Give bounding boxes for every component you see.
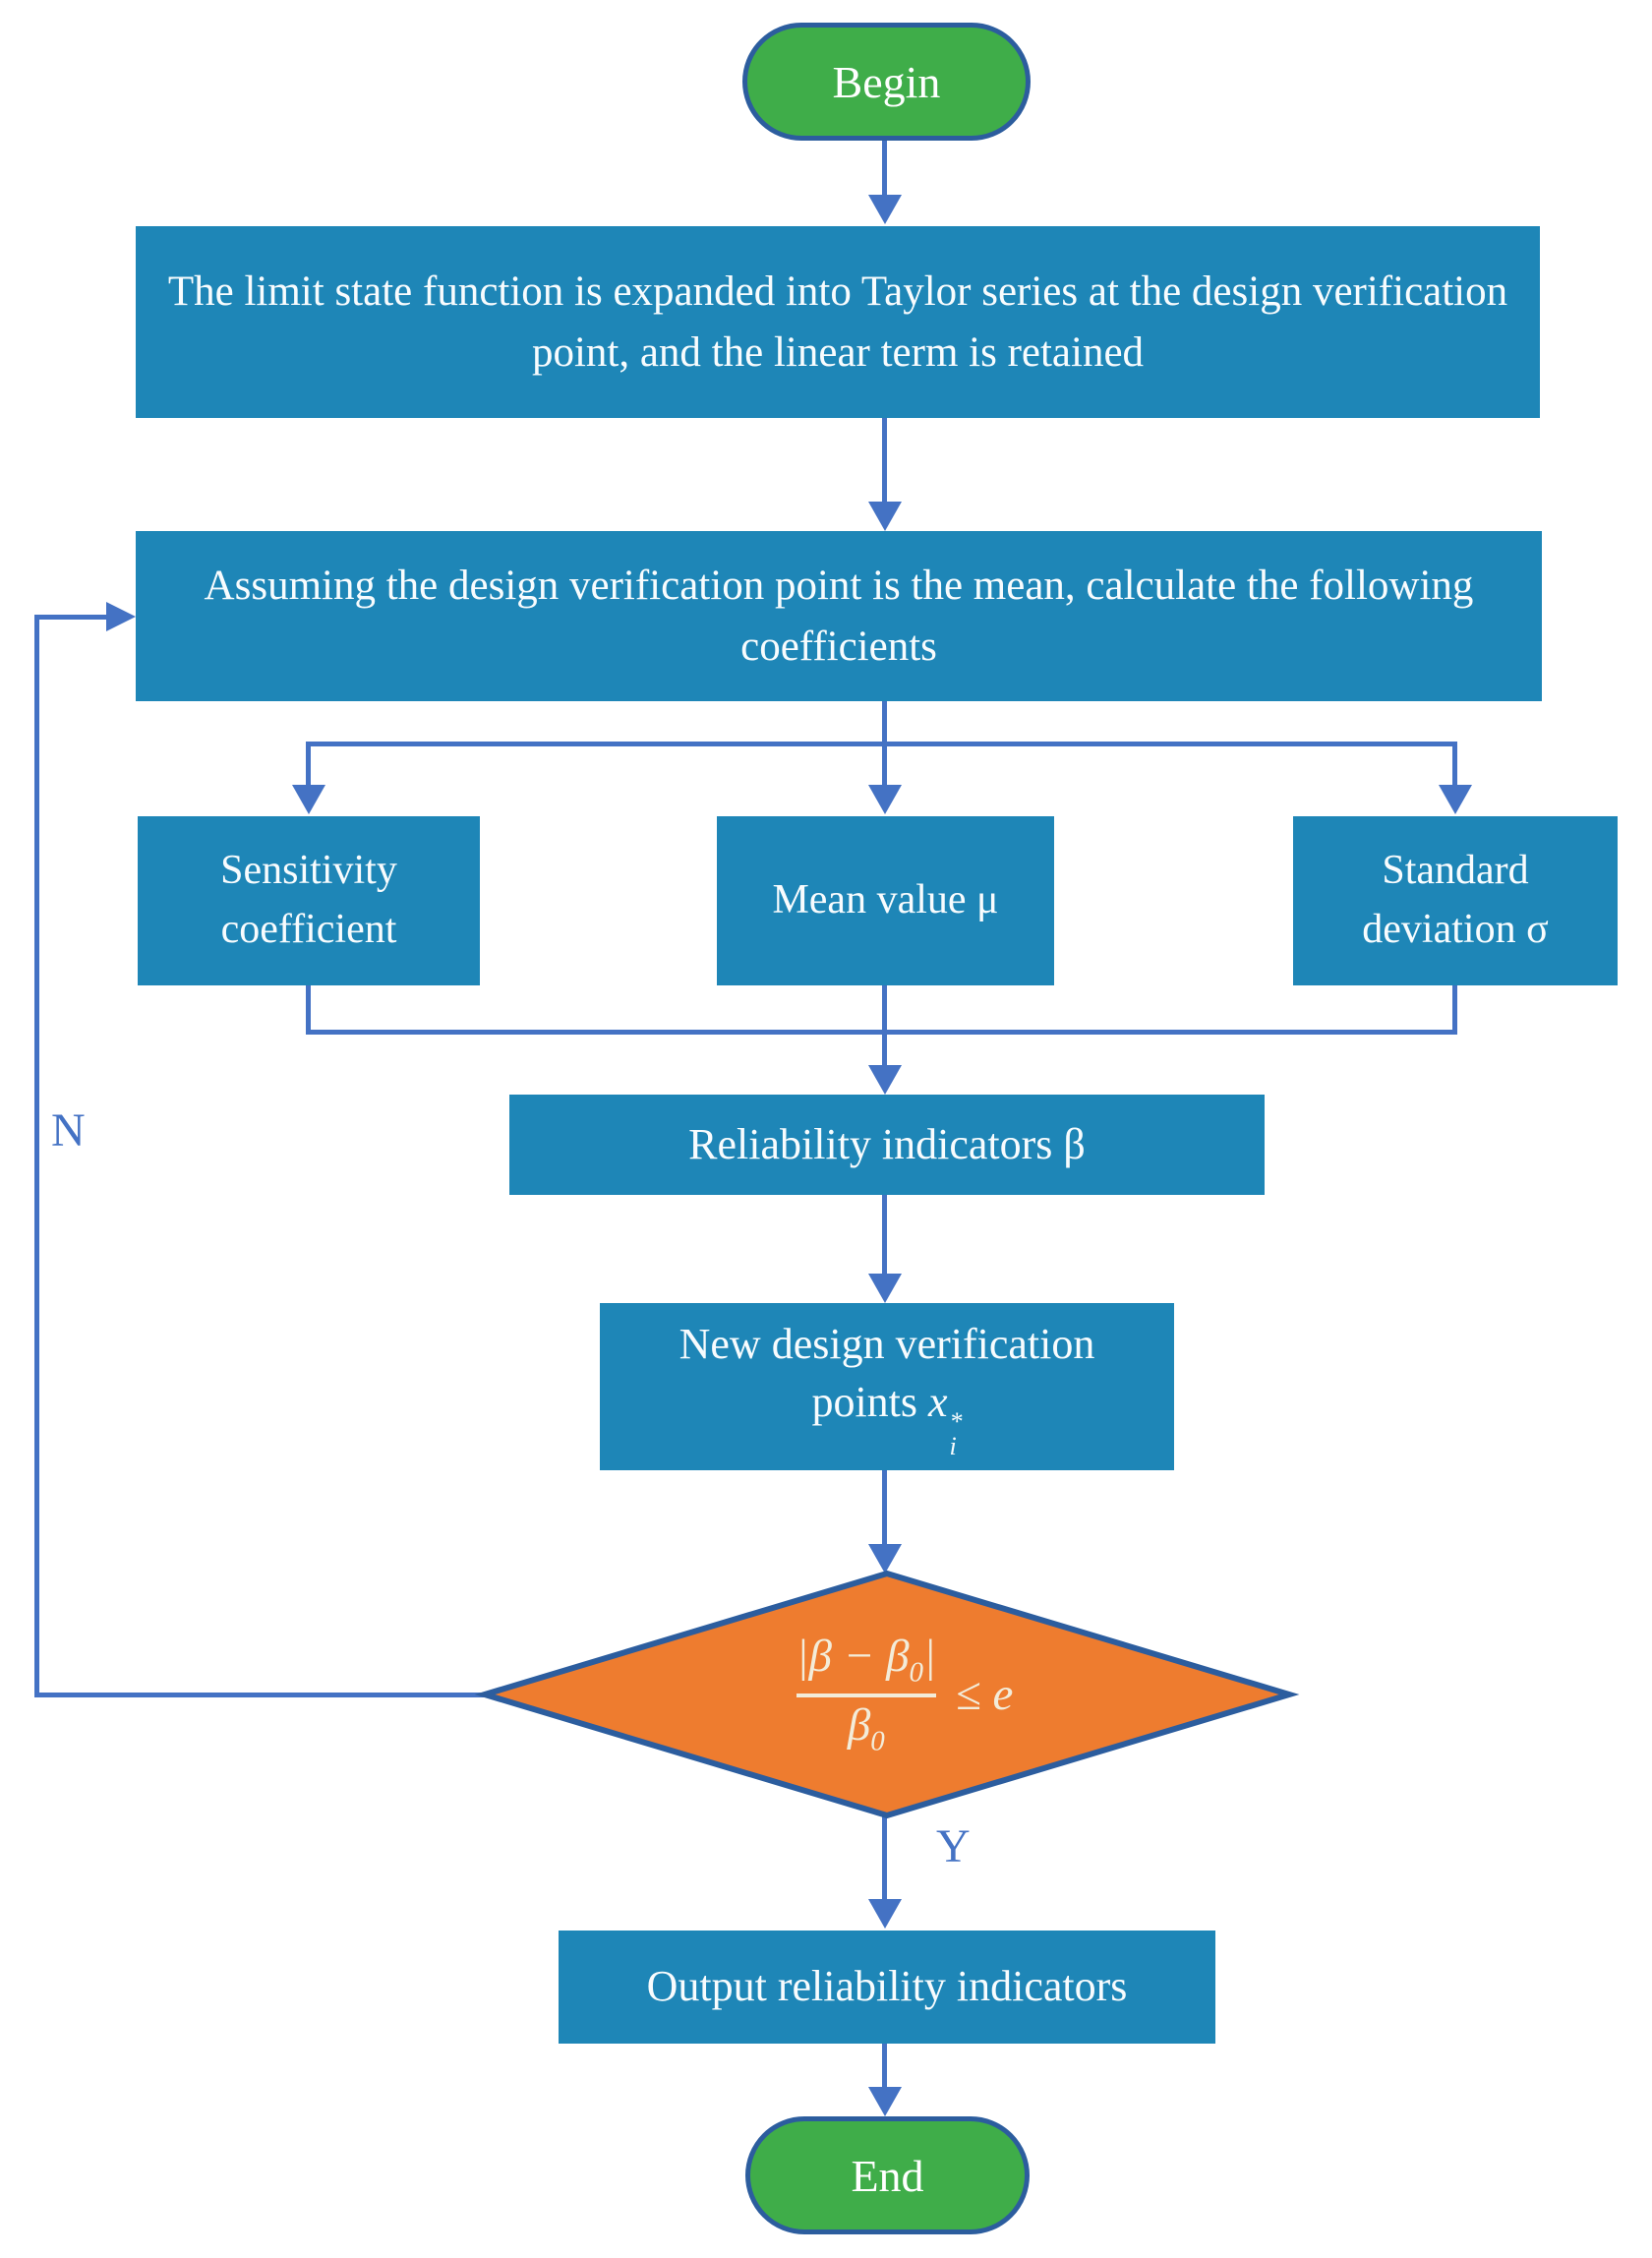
process-reliability-indicators-text: Reliability indicators β	[688, 1119, 1086, 1168]
arrowhead-beta	[868, 1065, 902, 1095]
fraction-bar	[796, 1694, 936, 1697]
new-design-points-line2	[811, 1373, 962, 1458]
loop-vertical-segment	[34, 615, 39, 1697]
variable-subscript: i	[949, 1431, 957, 1460]
begin-label: Begin	[832, 56, 941, 107]
edge-label-yes: Y	[936, 1820, 971, 1872]
connector-assume-split	[882, 701, 887, 746]
arrowhead-points	[868, 1274, 902, 1303]
comparison-operator: ≤	[955, 1669, 981, 1720]
process-assume-mean-text: Assuming the design verification point is the mean, calculate the following coefficients	[204, 563, 1474, 670]
edge-label-no: N	[51, 1104, 86, 1157]
connector-points-decision	[882, 1470, 887, 1548]
decision-denominator	[848, 1700, 885, 1757]
connector-std-merge	[1452, 985, 1457, 1035]
connector-sensitivity-merge	[306, 985, 311, 1035]
loop-bottom-segment	[34, 1693, 487, 1697]
connector-beta-points	[882, 1195, 887, 1278]
connector-begin-expand	[882, 141, 887, 200]
connector-expand-assume	[882, 418, 887, 505]
variable-superscript: *	[949, 1407, 963, 1436]
connector-split-mean	[882, 742, 887, 789]
process-standard-deviation-text: Standard deviation σ	[1362, 848, 1549, 952]
arrowhead-output	[868, 1899, 902, 1929]
connector-decision-output	[882, 1815, 887, 1903]
arrowhead-expand-assume	[868, 502, 902, 531]
end-terminal	[745, 2116, 1030, 2234]
process-mean-value	[717, 816, 1054, 985]
process-output-indicators-text: Output reliability indicators	[646, 1962, 1128, 2011]
process-output-indicators	[559, 1931, 1215, 2044]
arrowhead-mean	[868, 785, 902, 814]
arrowhead-begin-expand	[868, 195, 902, 224]
arrowhead-std	[1439, 785, 1472, 814]
process-sensitivity-coefficient	[138, 816, 480, 985]
new-design-points-scripts	[949, 1407, 963, 1460]
decision-fraction	[796, 1632, 936, 1758]
connector-split-sensitivity	[306, 742, 311, 789]
arrowhead-loop-assume	[106, 602, 136, 631]
process-taylor-expansion-text: The limit state function is expanded into Taylor series at the design verification point, and the linear term is retained	[167, 268, 1508, 376]
connector-split-std	[1452, 742, 1457, 789]
end-label: End	[851, 2150, 924, 2201]
process-standard-deviation	[1293, 816, 1618, 985]
process-assume-mean	[136, 531, 1542, 701]
numerator-close: |	[923, 1630, 936, 1682]
comparison-variable: e	[992, 1669, 1014, 1720]
connector-merge-beta	[882, 985, 887, 1069]
new-design-points-line1: New design verification	[678, 1319, 1095, 1368]
arrowhead-sensitivity	[292, 785, 325, 814]
process-taylor-expansion	[136, 226, 1540, 418]
numerator-subscript: 0	[909, 1656, 924, 1689]
decision-comparison	[956, 1668, 1013, 1721]
numerator-main: |β − β	[796, 1630, 910, 1682]
process-mean-value-text: Mean value μ	[772, 877, 999, 923]
loop-top-segment	[34, 615, 111, 620]
denominator-main: β	[847, 1699, 871, 1751]
new-design-points-variable: x	[928, 1378, 948, 1426]
decision-numerator	[796, 1632, 936, 1689]
process-new-design-points	[600, 1303, 1174, 1470]
process-sensitivity-coefficient-text: Sensitivity coefficient	[220, 848, 397, 952]
begin-terminal	[742, 23, 1031, 141]
denominator-subscript: 0	[870, 1725, 885, 1757]
decision-formula	[590, 1588, 1219, 1801]
arrowhead-end	[868, 2087, 902, 2116]
process-reliability-indicators	[509, 1095, 1265, 1195]
connector-output-end	[882, 2044, 887, 2091]
new-design-points-prefix: points	[811, 1378, 929, 1426]
